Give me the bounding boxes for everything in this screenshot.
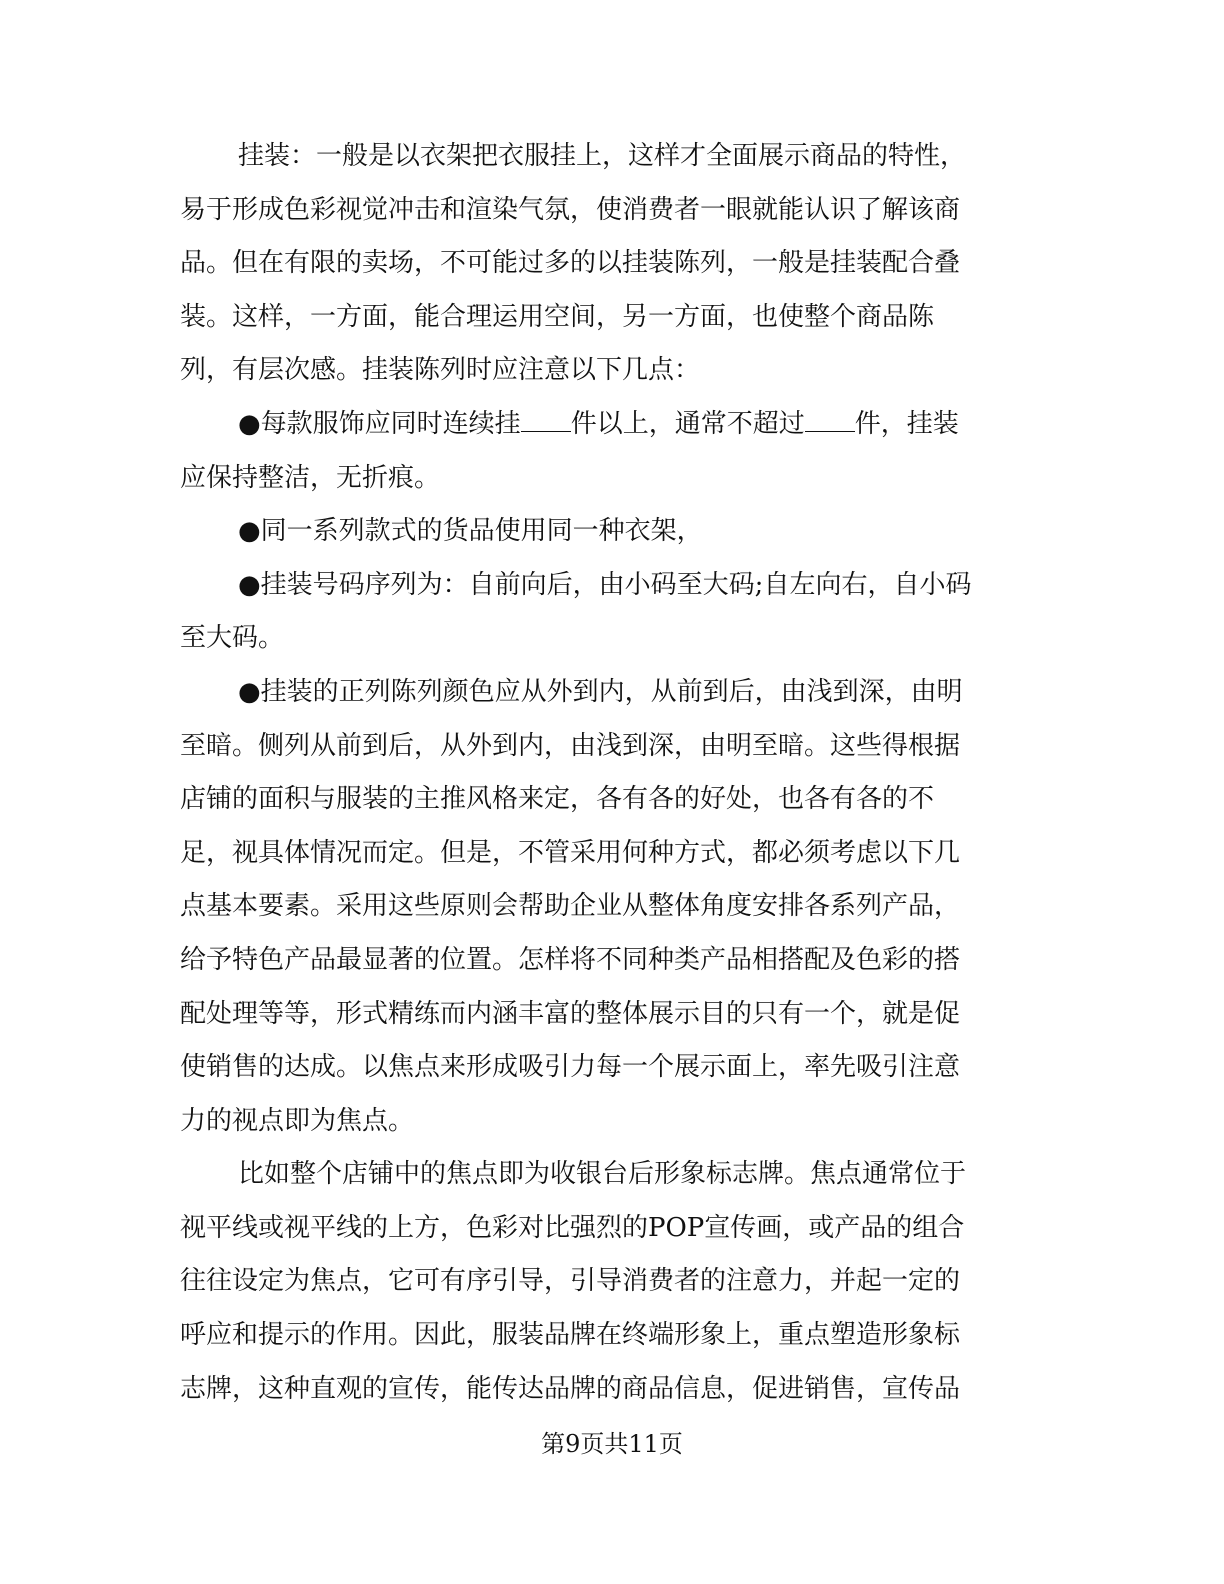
paragraph-line: 易于形成色彩视觉冲击和渲染气氛，使消费者一眼就能认识了解该商: [180, 194, 961, 225]
paragraph-line: 应保持整洁，无折痕。: [180, 462, 441, 493]
bullet-line-with-blanks: [180, 398, 1040, 452]
document-body: [180, 130, 1040, 1416]
page-number-footer: 第9页共11页: [541, 1430, 683, 1458]
paragraph-line: 列，有层次感。挂装陈列时应注意以下几点：: [180, 355, 701, 386]
paragraph-line: 往往设定为焦点，它可有序引导，引导消费者的注意力，并起一定的: [180, 1266, 961, 1297]
paragraph-line: 品。但在有限的卖场，不可能过多的以挂装陈列，一般是挂装配合叠: [180, 248, 961, 279]
paragraph-line: 至暗。侧列从前到后，从外到内，由浅到深，由明至暗。这些得根据: [180, 730, 961, 761]
bullet-text-part: ●每款服饰应同时连续挂: [238, 408, 521, 439]
bullet-text-part: 件，挂装: [854, 408, 959, 439]
bullet-text-part: 件以上，通常不超过: [570, 408, 805, 439]
paragraph-line: 配处理等等，形式精练而内涵丰富的整体展示目的只有一个，就是促: [180, 998, 961, 1029]
paragraph-line: 使销售的达成。以焦点来形成吸引力每一个展示面上，率先吸引注意: [180, 1052, 961, 1083]
paragraph-line: 比如整个店铺中的焦点即为收银台后形象标志牌。焦点通常位于: [238, 1159, 967, 1190]
bullet-line: ●同一系列款式的货品使用同一种衣架，: [238, 516, 703, 547]
paragraph-line: 至大码。: [180, 623, 285, 654]
paragraph-line: 志牌，这种直观的宣传，能传达品牌的商品信息，促进销售，宣传品: [180, 1373, 961, 1404]
paragraph-line: 视平线或视平线的上方，色彩对比强烈的POP宣传画，或产品的组合: [180, 1212, 965, 1243]
paragraph-line: 呼应和提示的作用。因此，服装品牌在终端形象上，重点塑造形象标: [180, 1320, 961, 1351]
paragraph-line: 足，视具体情况而定。但是，不管采用何种方式，都必须考虑以下几: [180, 837, 961, 868]
bullet-line: ●挂装的正列陈列颜色应从外到内，从前到后，由浅到深，由明: [238, 676, 963, 707]
bullet-line: ●挂装号码序列为：自前向后，由小码至大码;自左向右，自小码: [238, 569, 972, 600]
paragraph-line: 店铺的面积与服装的主推风格来定，各有各的好处，也各有各的不: [180, 784, 935, 815]
paragraph-line: 给予特色产品最显著的位置。怎样将不同种类产品相搭配及色彩的搭: [180, 944, 961, 975]
fill-in-blank: [805, 409, 855, 432]
paragraph-line: 力的视点即为焦点。: [180, 1105, 415, 1136]
fill-in-blank: [521, 409, 571, 432]
paragraph-line: 挂装：一般是以衣架把衣服挂上，这样才全面展示商品的特性，: [238, 141, 967, 171]
paragraph-line: 点基本要素。采用这些原则会帮助企业从整体角度安排各系列产品，: [180, 891, 961, 922]
paragraph-line: 装。这样，一方面，能合理运用空间，另一方面，也使整个商品陈: [180, 301, 935, 332]
